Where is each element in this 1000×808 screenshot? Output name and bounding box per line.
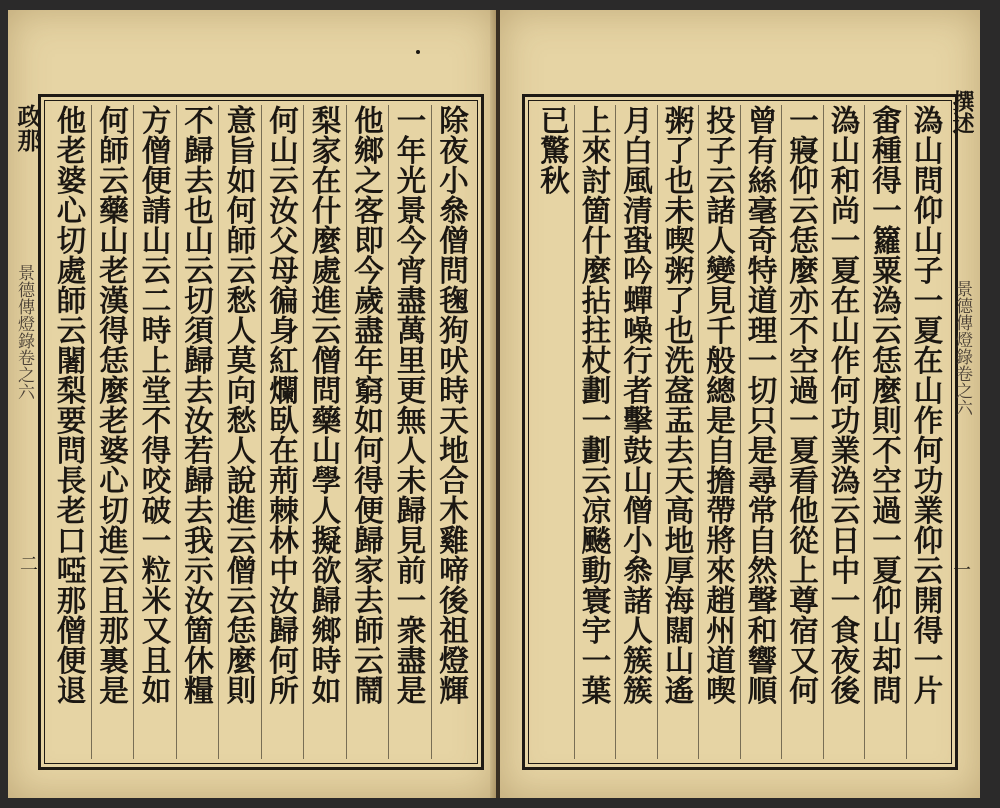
column-text: 上來討箇什麼拈拄杖劃一劃云凉飈動寰宇一葉 <box>577 105 613 705</box>
text-column <box>261 105 304 759</box>
left-page-margin <box>8 94 42 764</box>
text-column <box>346 105 389 759</box>
column-text: 一年光景今宵盡萬里更無人未歸見前一衆盡是 <box>392 105 428 705</box>
column-text: 月白風清蛩吟蟬噪行者擊鼓山僧小叅諸人簇簇 <box>619 105 654 705</box>
column-text: 已驚秋 <box>536 105 571 195</box>
column-text: 畬種得一籮粟溈云恁麼則不空過一夏仰山却問 <box>868 105 903 705</box>
right-text-columns <box>533 105 947 759</box>
left-margin-page-number: 二 <box>17 554 38 572</box>
column-text: 何山云汝父母徧身紅爛臥在荊棘林中汝歸何所 <box>265 105 300 705</box>
column-text: 不歸去也山云切須歸去汝若歸去我示汝箇休糧 <box>180 105 215 705</box>
column-text: 投子云諸人變見千般總是自擔帶將來趙州道喫 <box>702 105 737 705</box>
right-margin-subtitle: 景德傳燈錄卷之六 <box>952 280 972 416</box>
text-column <box>823 105 865 759</box>
text-column <box>740 105 782 759</box>
left-margin-title: 政那 <box>13 104 42 152</box>
left-page <box>8 10 496 798</box>
left-text-frame <box>38 94 484 770</box>
text-column <box>906 105 948 759</box>
text-column <box>781 105 823 759</box>
text-column <box>533 105 574 759</box>
right-page-margin <box>949 80 980 770</box>
column-text: 一寢仰云恁麼亦不空過一夏看他從上尊宿又何 <box>785 105 820 705</box>
ink-dot <box>416 50 420 54</box>
text-column <box>176 105 219 759</box>
column-text: 曾有絲毫奇特道理一切只是尋常自然聲和響順 <box>743 105 779 705</box>
right-page <box>500 10 980 798</box>
text-column <box>303 105 346 759</box>
text-column <box>49 105 91 759</box>
column-text: 意旨如何師云愁人莫向愁人說進云僧云恁麼則 <box>222 105 258 705</box>
left-margin-subtitle: 景德傳燈錄卷之六 <box>14 264 34 400</box>
text-column <box>133 105 176 759</box>
right-margin-title: 撰述 <box>949 90 975 134</box>
text-column <box>388 105 431 759</box>
right-text-frame <box>522 94 958 770</box>
text-column <box>864 105 906 759</box>
left-text-columns <box>49 105 473 759</box>
text-column <box>615 105 657 759</box>
column-text: 除夜小叅僧問毱狗吠時天地合木雞啼後祖燈輝 <box>435 105 470 705</box>
text-column <box>574 105 616 759</box>
text-column <box>91 105 134 759</box>
right-margin-page-number: 一 <box>950 560 971 578</box>
column-text: 方僧便請山云二時上堂不得咬破一粒米又且如 <box>137 105 173 705</box>
column-text: 溈山問仰山子一夏在山作何功業仰云開得一片 <box>909 105 945 705</box>
column-text: 溈山和尚一夏在山作何功業溈云日中一食夜後 <box>826 105 862 705</box>
column-text: 他老婆心切處師云闍梨要問長老口啞那僧便退 <box>52 105 88 705</box>
text-column <box>657 105 699 759</box>
column-text: 粥了也未喫粥了也洗盋盂去天高地厚海闊山遙 <box>660 105 696 705</box>
text-column <box>431 105 474 759</box>
text-column <box>698 105 740 759</box>
column-text: 梨家在什麼處進云僧問藥山學人擬欲歸鄉時如 <box>307 105 343 705</box>
column-text: 何師云藥山老漢得恁麼老婆心切進云且那裏是 <box>95 105 130 705</box>
column-text: 他鄉之客即今歲盡年窮如何得便歸家去師云鬧 <box>350 105 385 705</box>
text-column <box>218 105 261 759</box>
